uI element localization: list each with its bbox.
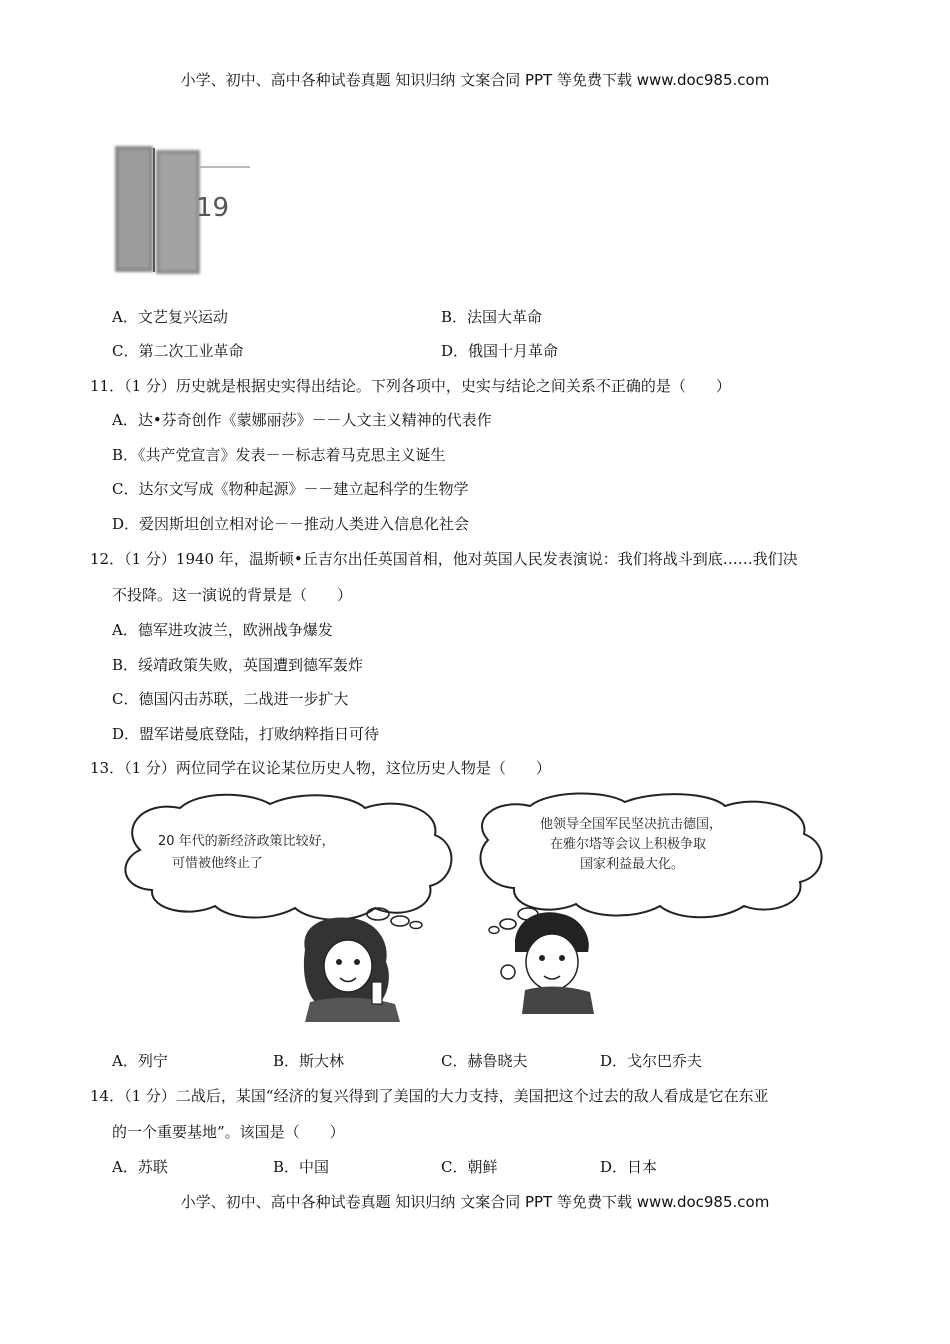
q12-stem-line2: 不投降。这一演说的背景是（ ） [112,586,353,604]
right-bubble-line-2: 在雅尔塔等会议上积极争取 [550,837,707,852]
q13-option-c: C．赫鲁晓夫 [441,1052,528,1070]
left-thought-bubble [125,795,451,929]
question-10-photo [110,138,270,278]
q14-stem-line1: 14．（1 分）二战后，某国“经济的复兴得到了美国的大力支持，美国把这个过去的敌人看成是它在东亚 [90,1087,769,1105]
q11-option-d: D．爱因斯坦创立相对论－－推动人类进入信息化社会 [112,515,470,533]
q11-option-a: A．达•芬奇创作《蒙娜丽莎》－－人文主义精神的代表作 [112,411,492,429]
right-thought-bubble [480,793,821,933]
page-footer: 小学、初中、高中各种试卷真题 知识归纳 文案合同 PPT 等免费下载 www.doc985.com [180,1193,770,1211]
page-header: 小学、初中、高中各种试卷真题 知识归纳 文案合同 PPT 等免费下载 www.doc985.com [180,71,770,89]
q13-option-d: D．戈尔巴乔夫 [600,1052,703,1070]
q12-stem-line1: 12．（1 分）1940 年，温斯顿•丘吉尔出任英国首相，他对英国人民发表演说：我们将战斗到底……我们决 [90,550,798,568]
q14-option-c: C．朝鲜 [441,1158,498,1176]
q11-option-b: B．《共产党宣言》发表－－标志着马克思主义诞生 [112,446,446,464]
q14-stem-line2: 的一个重要基地”。该国是（ ） [112,1123,345,1141]
q13-stem: 13．（1 分）两位同学在议论某位历史人物，这位历史人物是（ ） [90,759,551,777]
q10-option-a: A．文艺复兴运动 [112,308,228,326]
q14-option-b: B．中国 [273,1158,330,1176]
q14-option-d: D．日本 [600,1158,658,1176]
right-bubble-line-3: 国家利益最大化。 [580,857,685,872]
q13-option-b: B．斯大林 [273,1052,345,1070]
q12-option-a: A．德军进攻波兰，欧洲战争爆发 [112,621,333,639]
q12-option-c: C．德国闪击苏联，二战进一步扩大 [112,690,349,708]
q12-option-b: B．绥靖政策失败，英国遭到德军轰炸 [112,656,364,674]
q11-option-c: C．达尔文写成《物种起源》－－建立起科学的生物学 [112,480,469,498]
q12-option-d: D．盟军诺曼底登陆，打败纳粹指日可待 [112,725,380,743]
slab-photo-illustration [110,138,270,278]
q14-option-a: A．苏联 [112,1158,168,1176]
photo-text: 19 [196,193,230,223]
left-bubble-line-1: 20 年代的新经济政策比较好， [158,834,335,849]
q11-stem: 11．（1 分）历史就是根据史实得出结论。下列各项中，史实与结论之间关系不正确的是（ ） [90,377,731,395]
q10-option-d: D．俄国十月革命 [441,342,559,360]
right-bubble-line-1: 他领导全国军民坚决抗击德国， [540,817,723,832]
q10-option-c: C．第二次工业革命 [112,342,244,360]
left-bubble-line-2: 可惜被他终止了 [172,856,264,871]
q13-cartoon [110,790,840,1030]
q13-option-a: A．列宁 [112,1052,168,1070]
q10-option-b: B．法国大革命 [441,308,543,326]
cartoon-illustration [110,790,840,1030]
girl-student-figure [304,917,400,1022]
